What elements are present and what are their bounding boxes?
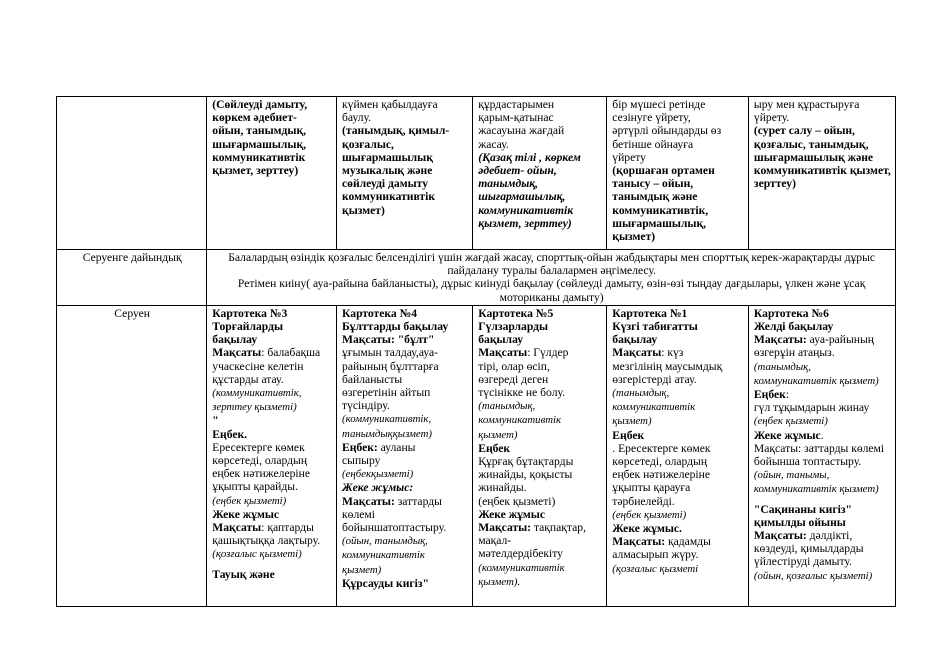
cell-text-run: ауланы сыпыру [342,440,416,468]
cell-text [478,455,602,508]
cell-text-run: Мақсаты: [753,529,807,543]
cell-text-run: Еңбек [478,441,511,455]
cell [337,97,473,250]
cell-text [212,414,332,427]
cell-text-run: Тауық және [212,567,275,581]
cell-text-run: Картотека №4 Бұлттарды бақылау [342,306,449,334]
cell-text [478,98,602,151]
cell-text [342,481,468,494]
cell-text [754,124,891,190]
cell-text-run: Мақсаты [212,521,262,535]
cell-text [612,429,744,442]
cell-text-run: (коммуникативтік қызмет). [478,561,565,588]
cell-text-run: Мақсаты: заттарды көлемі бойынша топтастыру. [753,441,885,469]
cell-text-run: Еңбек. [212,427,248,441]
cell-text-run: Мақсаты [612,346,662,360]
cell-text-run: (еңбекқызметі) [342,468,414,481]
cell-text-run: Ересектерге көмек көрсетеді, олардың еңбек нәтижелеріне ұқыпты қарайды. [212,440,310,494]
cell-text-run: Жеке жұмыс. [612,522,682,536]
cell-text [612,508,744,522]
cell [607,97,749,250]
cell-text [754,503,891,529]
cell-text [754,529,891,569]
cell-text [342,98,468,124]
cell-text-run: Жеке жұмыс [753,428,821,442]
cell-text-run: (коммуникативтік, зерттеу қызметі) [212,387,302,414]
cell [337,305,473,606]
cell-text-run: ауа-райының өзгерұін атаңыз. [753,333,874,360]
cell-text-run: (ойын, қозғалыс қызметі) [753,569,873,582]
cell-text-run: Жеке жұмыс [212,507,280,521]
cell [748,305,895,606]
cell-text-run: (танымдық, коммуникативтік қызмет) [753,360,879,387]
cell-text-run: (коммуникативтік, танымдыққызмет) [342,413,432,440]
cell-text [754,414,891,428]
cell-text-run: Құрсауды кигіз" [342,576,429,590]
cell-text [612,535,744,561]
cell-text-run: тақпақтар, мақал- мәтелдердібекіту [478,521,586,561]
cell [607,305,749,606]
cell-text [478,307,602,347]
cell-text-run: Жеке жұмыс [478,507,545,521]
cell-text-run: заттарды көлемі бойыншатоптастыру. [342,494,447,535]
cell [748,97,895,250]
cell-text-run: : гүл тұқымдарын жинау [753,388,870,415]
cell-text [754,360,891,388]
cell-text [612,98,744,164]
row-label-walk-prep [57,250,207,306]
cell-text-run: (қозғалыс қызметі) [212,548,302,561]
cell-text-run: Еңбек [753,388,786,402]
cell-text [212,98,332,177]
cell-text-run: Картотека №1 Күзгі табиғатты бақылау [612,306,698,347]
cell-text-run: (сурет салу – ойын, қозғалыс, танымдық, шығармашылық және коммуникативтік қызмет, зерттеу) [753,124,891,191]
cell [473,305,607,606]
row-label-text: Серуенге дайындық [82,251,182,264]
cell-text-run: Мақсаты: [612,535,666,549]
cell-text-run: (еңбек қызметі) [212,494,287,507]
cell-text-run: (ойын, танымы, коммуникативтік қызмет) [753,469,879,496]
cell-text [212,441,332,494]
cell-text-run: Құрғақ бұтақтарды жинайды, қоқысты жинайды. (еңбек қызметі) [478,455,574,508]
cell [473,97,607,250]
cell-text-run: (Қазақ тілі , көркем әдебиет- ойын, танымдық, шығармашылық, коммуникативтік қызмет, зерттеу) [478,150,581,230]
cell-text-run: Мақсаты [478,346,528,360]
cell-text-run: " [212,414,219,428]
cell-text-run: (танымдық, қимыл- қозғалыс, шығармашылық музыкалық және сөйлеуді дамыту коммуникативтік қызмет) [342,124,450,217]
cell-text-run: ұғымын талдау,ауа- райының бұлттарға байланысты өзгеретінін айтып түсіндіру. [342,346,439,413]
cell-text-run: бір мүшесі ретінде сезінуге үйрету, әртүрлі ойындарды өз бетінше ойнауға үйрету [612,98,722,164]
cell-text-run: (танымдық, коммуникативтік қызмет) [478,400,562,441]
walk-prep-cell [207,250,896,306]
cell-text [754,442,891,468]
row-label-walk [57,305,207,606]
cell-text [342,441,468,467]
table-row-top [57,97,896,250]
cell-text [478,561,602,589]
cell-text-run: Картотека №3 Торғайларды бақылау [212,306,288,347]
cell-text [212,547,332,561]
cell [207,305,337,606]
cell-text-run: (Сөйлеуді дамыту, көркем әдебиет- ойын, танымдық, шығармашылық, коммуникативтік қызмет, зерттеу) [212,98,308,178]
cell-text-run: (қозғалыс қызметі [612,562,699,575]
cell-text [478,508,602,521]
cell-text [342,412,468,440]
cell-text-run: Мақсаты [212,346,262,360]
cell-text [212,307,332,347]
cell-text [478,521,602,561]
cell-text-run: : қаптарды қашықтыққа лақтыру. [212,521,321,548]
cell-text [342,577,468,590]
row-label-empty [57,97,207,250]
cell-text [754,333,891,359]
cell-text-run: "Сақинаны кигіз" қимылды ойыны [753,502,852,529]
cell-text [342,467,468,481]
cell-text-run: (еңбек қызметі) [612,508,687,521]
cell-text [754,307,891,333]
cell-text-run: дәлдікті, көздеуді, қимылдарды үйлестіруді дамыту. [753,529,864,569]
cell-text-run: Жеке жұмыс: [342,481,414,495]
cell-text-run: : Гүлдер тірі, олар өсіп, өзгереді деген түсінікке не болу. [478,346,569,400]
cell-text [612,164,744,243]
cell-text-run: ыру мен құрастыруға үйрету. [753,98,860,125]
cell-text-run: Картотека №5 Гүлзарларды бақылау [478,306,554,347]
cell-text-run: (ойын, танымдық, коммуникативтік қызмет) [342,535,428,576]
cell-text-run: Мақсаты: "бұлт" [342,333,435,347]
cell-text-run: Картотека №6 Желді бақылау [753,306,834,334]
cell-text [478,151,602,230]
cell-text-run: Еңбек: [342,440,378,454]
cell-text-run: күймен қабылдауға баулу. [342,98,438,125]
cell-text [342,307,468,333]
cell-text [342,495,468,535]
cell-text-run: Мақсаты: [478,521,532,535]
cell-text [212,346,332,386]
cell-text [612,307,744,347]
cell-text [212,428,332,441]
cell-text [342,346,468,412]
cell-text [612,346,744,386]
cell-text [342,534,468,577]
cell-text [342,333,468,346]
walk-prep-line-1: Балалардың өзіндік қозғалыс белсенділігі үшін жағдай жасау, спорттық-ойын жабдықтары мен спорттық керек-жарақтарды дұрыс пайдалану туралы балалармен әңгімелесу. [228,251,876,278]
cell [207,97,337,250]
cell-text-run: : балабақша учаскесіне келетін құстарды атау. [212,346,321,386]
cell-text [754,388,891,414]
cell-text [212,386,332,414]
cell-text [212,494,332,508]
cell-text [212,568,332,581]
cell-text [754,468,891,496]
cell-text [478,399,602,442]
cell-text [212,508,332,521]
cell-text [342,124,468,216]
cell-text [612,386,744,429]
cell-text [478,346,602,399]
table-row-walk-prep [57,250,896,306]
cell-text-run: Мақсаты: [342,494,395,508]
cell-text-run: қадамды алмасырып жүру. [612,535,711,562]
schedule-table [56,96,896,607]
table-row-walk [57,305,896,606]
cell-text [754,98,891,124]
cell-text [754,429,891,442]
row-label-text: Серуен [114,306,150,320]
cell-text-run: . Ересектерге көмек көрсетеді, олардың еңбек нәтижелеріне ұқыпты қарауға тәрбиелейді. [612,441,711,508]
cell-text-run: Мақсаты: [753,333,807,347]
cell-text [612,442,744,508]
cell-text-run: (қоршаған ортамен танысу – ойын, танымдық және коммуникативтік, шығармашылық, қызмет) [612,164,715,244]
cell-text-run: (танымдық, коммуникативтік қызмет) [612,387,696,428]
cell-text [212,521,332,547]
cell-text-run: Еңбек [612,428,645,442]
cell-text-run: . [820,428,824,442]
cell-text [612,562,744,576]
cell-text-run: құрдастарымен қарым-қатынас жасауына жағдай жасау. [478,98,565,151]
cell-text [612,522,744,535]
cell-text [478,442,602,455]
cell-text [754,569,891,583]
walk-prep-line-2: Ретімен киіну( ауа-райына байланысты), дұрыс киінуді бақылау (сөйлеуді дамыту, өзін-өзі тыңдау дағдылары, үлкен және ұсақ моториканы дамыту) [237,277,866,304]
cell-text-run: (еңбек қызметі) [753,415,828,428]
cell-text-run: : күз мезгілінің маусымдық өзгерістерді атау. [612,346,723,386]
